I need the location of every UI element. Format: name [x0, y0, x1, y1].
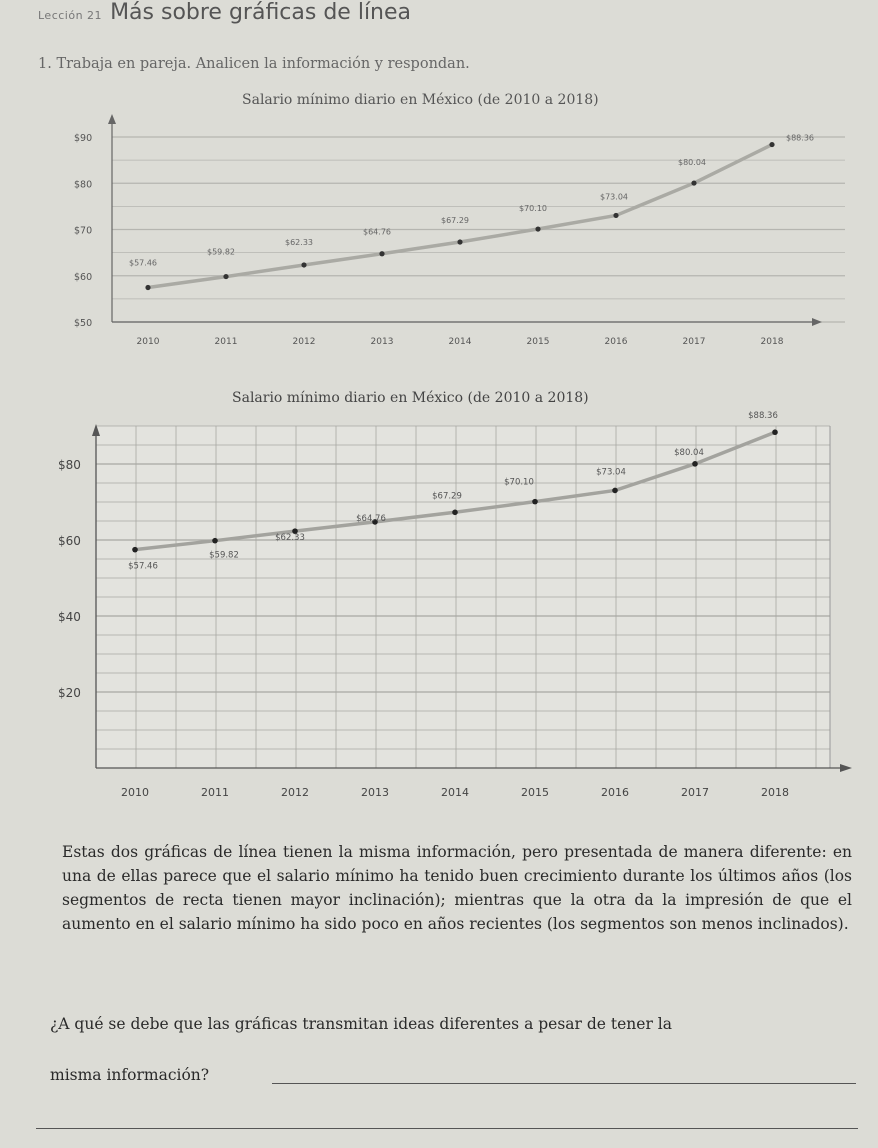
chart2-y-tick-label: $20	[58, 686, 81, 700]
chart2-title: Salario mínimo diario en México (de 2010 a 2018)	[232, 390, 589, 406]
chart2-x-tick-label: 2012	[281, 786, 309, 799]
chart1-data-label: $80.04	[678, 158, 706, 168]
chart1-title: Salario mínimo diario en México (de 2010 a 2018)	[242, 92, 599, 108]
chart1-y-tick-label: $70	[74, 225, 93, 237]
chart2-data-label: $67.29	[432, 491, 462, 502]
chart2-data-point	[692, 461, 698, 467]
chart2-data-label: $70.10	[504, 477, 534, 488]
chart2-y-tick-label: $60	[58, 534, 81, 548]
chart1-x-tick-label: 2013	[370, 337, 394, 347]
lesson-title: Más sobre gráficas de línea	[110, 0, 412, 25]
chart2-data-label: $64.76	[356, 513, 386, 524]
chart2-data-label: $80.04	[674, 447, 704, 458]
chart1-x-tick-label: 2010	[136, 337, 160, 347]
chart2-data-point	[532, 499, 538, 505]
chart1-y-tick-label: $50	[74, 318, 93, 329]
chart1-data-label: $59.82	[207, 247, 235, 257]
chart1-data-label: $57.46	[129, 258, 157, 268]
chart2-data-point	[612, 488, 618, 494]
chart1-x-tick-label: 2011	[214, 337, 238, 347]
chart2-data-point	[772, 429, 778, 435]
chart1-data-label: $73.04	[600, 192, 628, 202]
question-text-continued: misma información?	[50, 1066, 210, 1084]
chart1-x-tick-label: 2015	[526, 337, 550, 347]
question-text: ¿A qué se debe que las gráficas transmitan ideas diferentes a pesar de tener la	[50, 1015, 672, 1033]
answer-line-1[interactable]	[272, 1083, 856, 1084]
chart2-data-label: $73.04	[596, 467, 626, 478]
chart1-x-tick-label: 2018	[760, 337, 784, 347]
chart1-x-tick-label: 2017	[682, 337, 706, 347]
chart2-data-point	[132, 547, 138, 553]
lesson-number: Lección 21	[38, 9, 103, 22]
chart2-x-tick-label: 2015	[521, 786, 549, 799]
chart2-x-tick-label: 2016	[601, 786, 629, 799]
chart2-data-label: $62.33	[275, 533, 305, 544]
explanation-paragraph: Estas dos gráficas de línea tienen la misma información, pero presentada de manera diferente: en una de ellas parece que el salario mínimo ha tenido buen crecimiento durante los últimos años (los segmentos de recta tienen mayor inclinación); mientras que la otra da la impresión de que el aumento en el salario mínimo ha sido poco en años recientes (los segmentos son menos inclinados).	[62, 843, 852, 933]
chart1-y-tick-label: $60	[74, 271, 93, 283]
chart1-y-tick-label: $90	[74, 133, 93, 144]
chart2-x-axis-arrow	[840, 764, 852, 772]
chart2-y-tick-label: $80	[58, 458, 81, 472]
chart2-data-label: $59.82	[209, 550, 239, 561]
chart1-y-tick-label: $80	[74, 179, 93, 191]
chart2-y-tick-label: $40	[58, 610, 81, 624]
chart1-x-tick-label: 2012	[292, 337, 316, 347]
chart2-x-tick-label: 2011	[201, 786, 229, 799]
chart2-x-tick-label: 2013	[361, 786, 389, 799]
chart1-x-tick-label: 2014	[448, 337, 472, 347]
chart2-data-label: $88.36	[748, 411, 778, 422]
chart2-x-tick-label: 2017	[681, 786, 709, 799]
chart2-data-point	[452, 509, 458, 515]
chart1-data-label: $64.76	[363, 227, 391, 237]
chart1-data-label: $62.33	[285, 237, 313, 247]
chart1-data-label: $88.36	[786, 133, 814, 143]
instruction-text: 1. Trabaja en pareja. Analicen la información y respondan.	[38, 56, 470, 72]
chart2-data-label: $57.46	[128, 561, 158, 572]
chart2-data-point	[212, 538, 218, 544]
chart1-data-label: $67.29	[441, 216, 469, 226]
chart1-x-tick-label: 2016	[604, 337, 628, 347]
answer-line-2[interactable]	[36, 1128, 858, 1129]
chart2-x-tick-label: 2014	[441, 786, 469, 799]
chart1-data-label: $70.10	[519, 204, 547, 214]
chart2-x-tick-label: 2010	[121, 786, 149, 799]
chart2-x-tick-label: 2018	[761, 786, 789, 799]
